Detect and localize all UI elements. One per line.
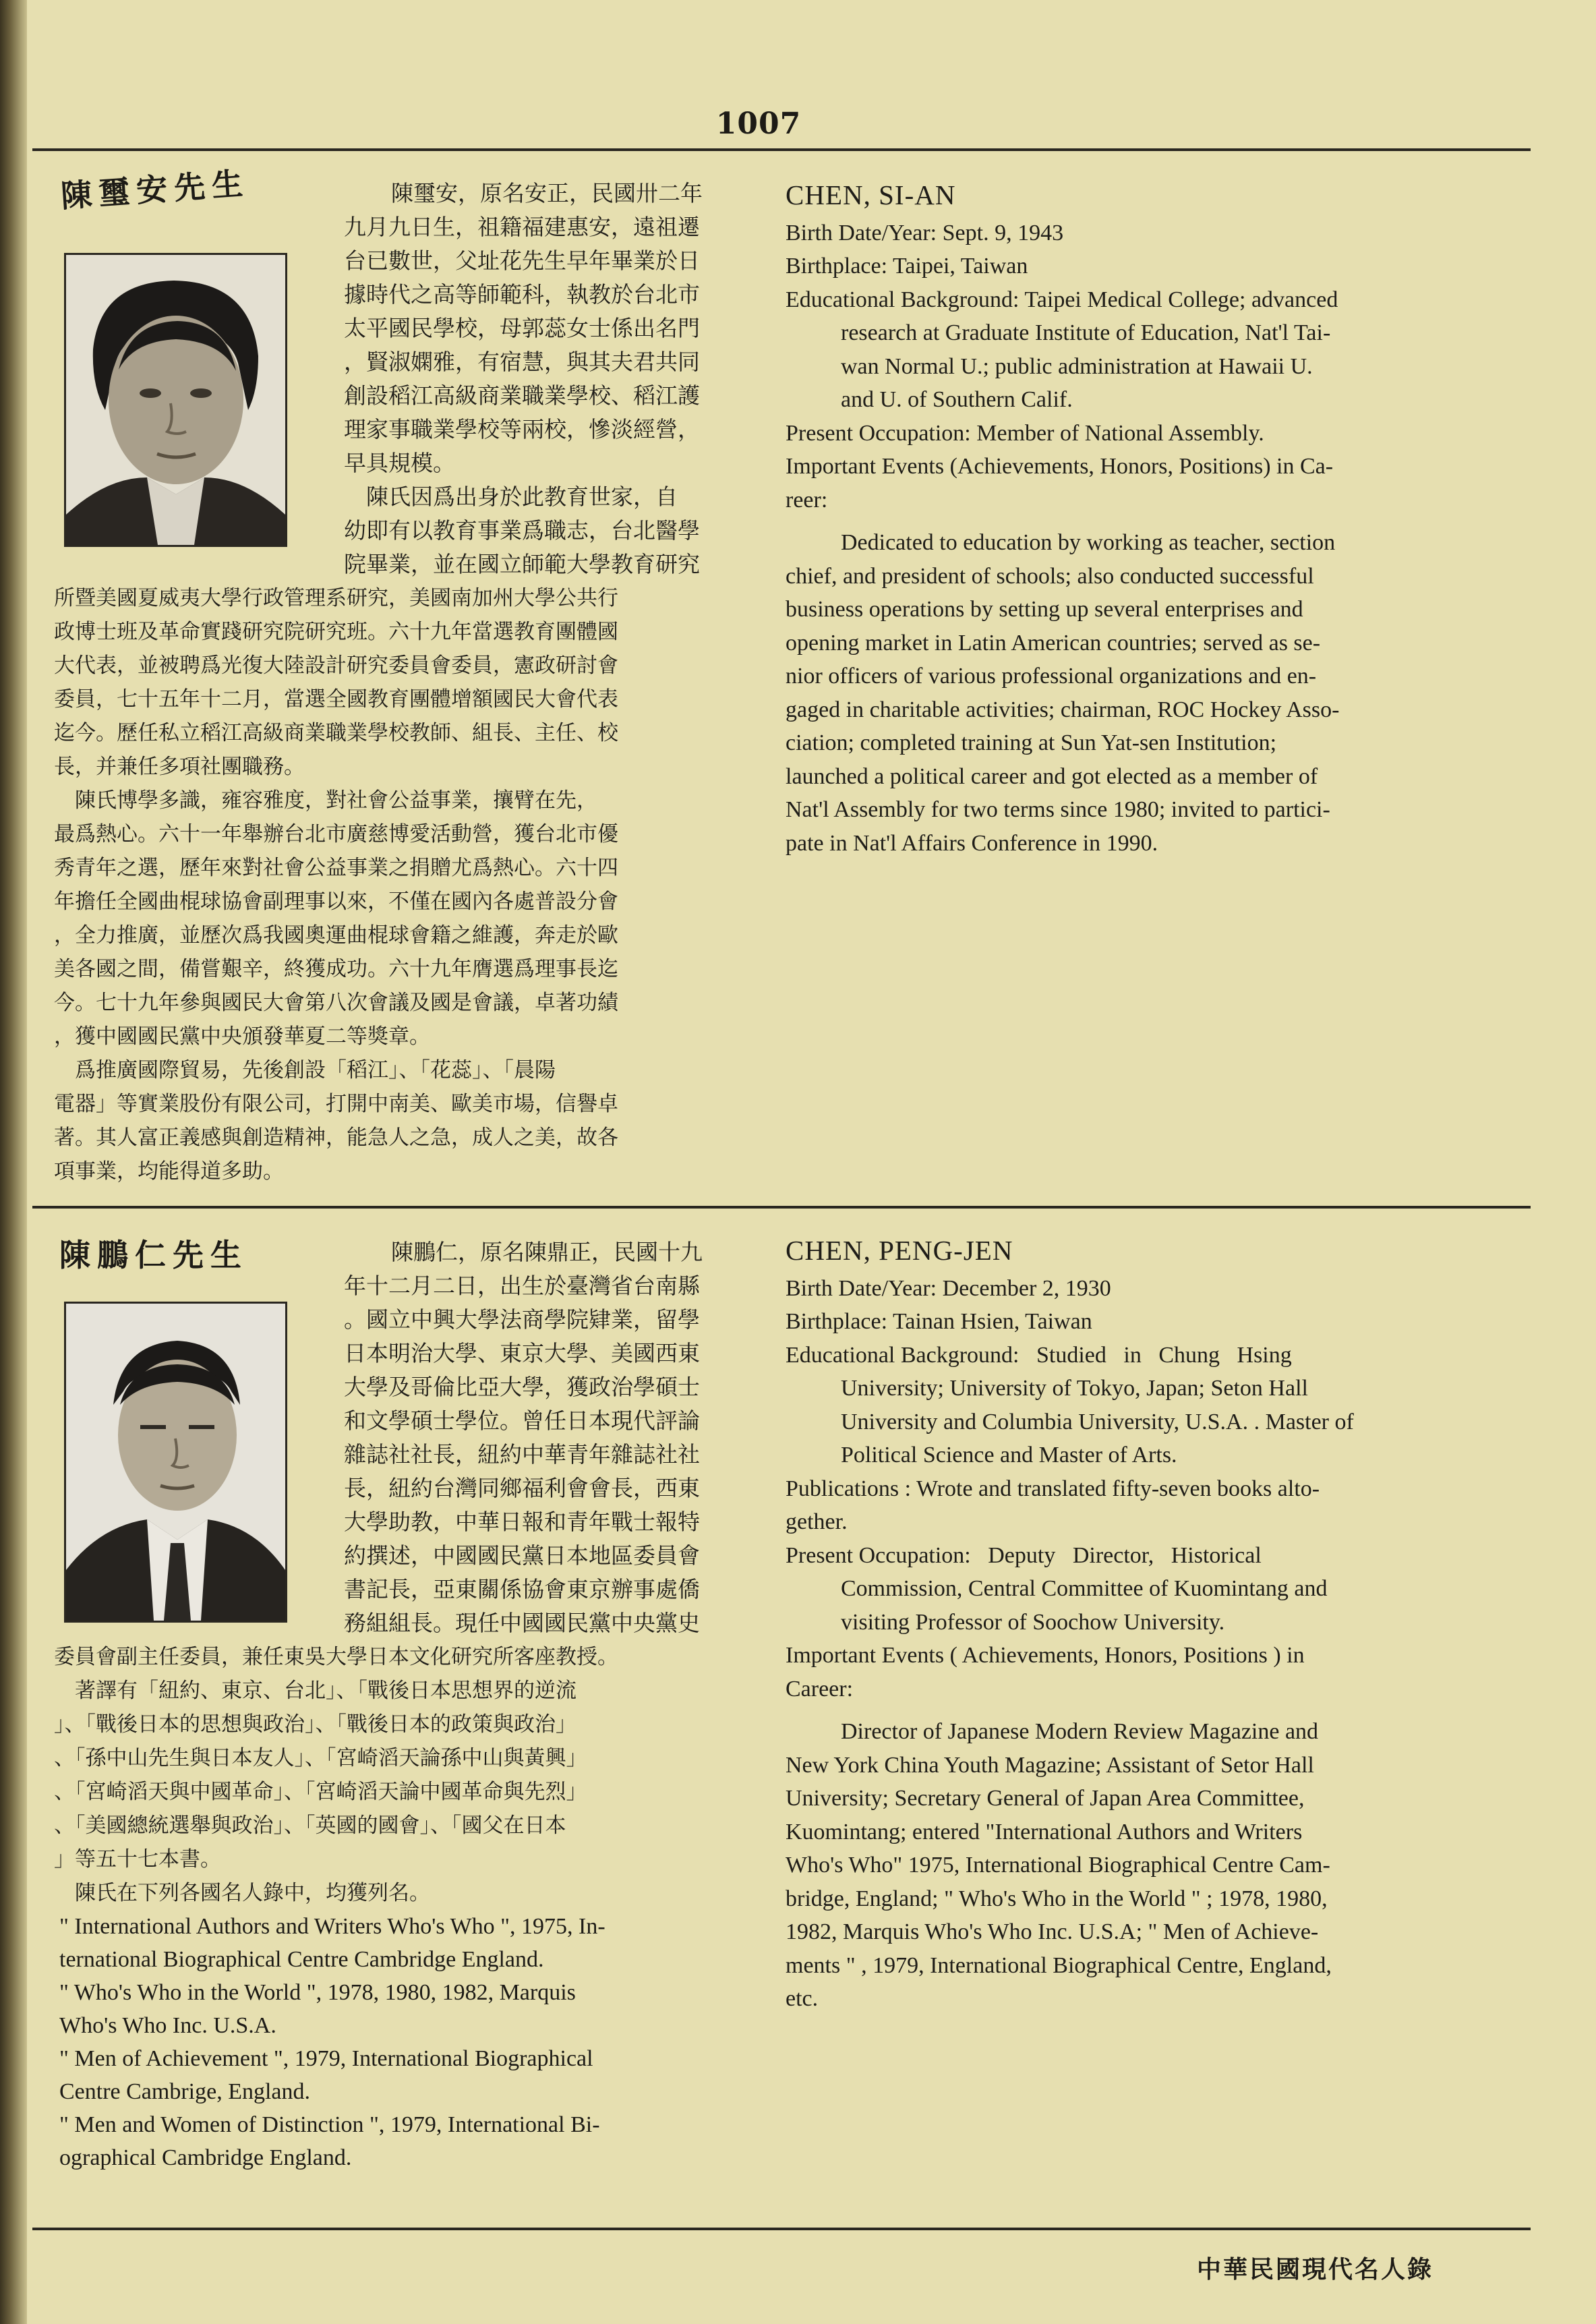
bio-line: Birthplace: Taipei, Taiwan (786, 254, 1028, 279)
bio-line: 年擔任全國曲棍球協會副理事以來，不僅在國內各處普設分會 (54, 890, 618, 914)
bio-line: 」等五十七本書。 (54, 1847, 221, 1871)
bio-line: Important Events (Achievements, Honors, Positions) in Ca- (786, 454, 1334, 479)
bio-line: 理家事職業學校等兩校，慘淡經營， (344, 416, 700, 442)
entry-1-english-bio (786, 179, 1473, 860)
entry-2-english-bio (786, 1234, 1473, 2016)
entry-2-chinese-bio (54, 1236, 732, 1910)
footer-rule (32, 2228, 1531, 2230)
bio-line: 書記長，亞東關係協會東京辦事處僑 (344, 1576, 700, 1602)
bio-line: 迄今。歷任私立稻江高級商業職業學校教師、組長、主任、校 (54, 721, 618, 745)
bio-line: Birth Date/Year: December 2, 1930 (786, 1275, 1111, 1301)
bio-line: 陳氏在下列各國名人錄中，均獲列名。 (54, 1881, 430, 1905)
bio-line: ，獲中國國民黨中央頒發華夏二等獎章。 (54, 1024, 430, 1049)
bio-line: 、「孫中山先生與日本友人」、「宮崎滔天論孫中山與黃興」 (54, 1746, 587, 1770)
bio-line: 所暨美國夏威夷大學行政管理系研究，美國南加州大學公共行 (54, 586, 618, 610)
bio-line: 、「美國總統選舉與政治」、「英國的國會」、「國父在日本 (54, 1813, 566, 1838)
bio-line: 陳鵬仁，原名陳鼎正，民國十九 (391, 1239, 703, 1265)
bio-line: pate in Nat'l Affairs Conference in 1990. (786, 830, 1158, 856)
bio-line: 。國立中興大學法商學院肄業，留學 (344, 1306, 700, 1333)
entry-2-chinese-name: 陳鵬仁先生 (59, 1237, 248, 1273)
bio-line: 大學助教，中華日報和青年戰士報特 (344, 1509, 700, 1535)
bio-line: 陳氏因爲出身於此教育世家，自 (344, 484, 678, 510)
bio-line: 早具規模。 (344, 450, 455, 476)
bio-line: Kuomintang; entered "International Authors and Writers (786, 1819, 1303, 1844)
listing-line: " Who's Who in the World ", 1978, 1980, 1982, Marquis (59, 1980, 576, 2005)
bio-line: reer: (786, 487, 828, 513)
listing-line: Who's Who Inc. U.S.A. (59, 2013, 276, 2038)
bio-line: 陳璽安，原名安正，民國卅二年 (391, 180, 703, 206)
listing-line: ographical Cambridge England. (59, 2145, 352, 2170)
bio-line: 雜誌社社長，紐約中華青年雜誌社社 (344, 1441, 700, 1468)
bio-line: 幼即有以教育事業爲職志，台北醫學 (344, 517, 700, 544)
bio-line: 據時代之高等師範科，執教於台北市 (344, 281, 700, 308)
bio-line: gether. (786, 1509, 848, 1534)
bio-line: 美各國之間，備嘗艱辛，終獲成功。六十九年膺選爲理事長迄 (54, 957, 618, 981)
bio-line: 院畢業，並在國立師範大學教育研究 (344, 551, 700, 577)
bio-line: bridge, England; " Who's Who in the World " ; 1978, 1980, (786, 1886, 1328, 1911)
bio-line: Important Events ( Achievements, Honors, Positions ) in (786, 1643, 1305, 1668)
bio-line: 項事業，均能得道多助。 (54, 1159, 284, 1184)
bio-line: chief, and president of schools; also conducted successful (786, 563, 1314, 589)
bio-line: opening market in Latin American countries; served as se- (786, 630, 1321, 656)
bio-line: 和文學碩士學位。曾任日本現代評論 (344, 1407, 700, 1434)
bio-line: Dedicated to education by working as teacher, section (841, 530, 1336, 555)
bio-line: 、「宮崎滔天與中國革命」、「宮崎滔天論中國革命與先烈」 (54, 1780, 587, 1804)
book-title-footer: 中華民國現代名人錄 (1197, 2256, 1434, 2284)
bio-line: 委員，七十五年十二月，當選全國教育團體增額國民大會代表 (54, 687, 618, 711)
bio-line: Publications : Wrote and translated fifty-seven books alto- (786, 1476, 1320, 1501)
bio-line: Birth Date/Year: Sept. 9, 1943 (786, 220, 1064, 245)
bio-line: 長，并兼任多項社團職務。 (54, 755, 305, 779)
bio-line: Birthplace: Tainan Hsien, Taiwan (786, 1309, 1092, 1334)
bio-line: 今。七十九年參與國民大會第八次會議及國是會議，卓著功績 (54, 991, 618, 1015)
bio-line: Educational Background: Studied in Chung Hsing (786, 1342, 1292, 1368)
listing-line: " International Authors and Writers Who's Who ", 1975, In- (59, 1914, 605, 1939)
bio-line: gaged in charitable activities; chairman, ROC Hockey Asso- (786, 697, 1340, 722)
bio-line: 秀青年之選，歷年來對社會公益事業之捐贈尤爲熱心。六十四 (54, 856, 618, 880)
entry-divider-rule (32, 1206, 1531, 1209)
entry-1-chinese-bio (54, 177, 732, 1188)
bio-line: Political Science and Master of Arts. (841, 1443, 1177, 1468)
entry-2-directory-listings (59, 1910, 723, 2174)
bio-line: 大學及哥倫比亞大學，獲政治學碩士 (344, 1374, 700, 1400)
bio-line: 」、「戰後日本的思想與政治」、「戰後日本的政策與政治」 (54, 1712, 577, 1737)
bio-line: visiting Professor of Soochow University. (841, 1609, 1225, 1635)
bio-line: University and Columbia University, U.S.A. . Master of (841, 1409, 1354, 1434)
bio-line: 1982, Marquis Who's Who Inc. U.S.A; " Men of Achieve- (786, 1919, 1319, 1944)
bio-line: 台已數世，父址花先生早年畢業於日 (344, 248, 700, 274)
bio-line: 委員會副主任委員，兼任東吳大學日本文化研究所客座教授。 (54, 1645, 618, 1669)
bio-line: Who's Who" 1975, International Biographical Centre Cam- (786, 1853, 1330, 1878)
bio-line: 務組組長。現任中國國民黨中央黨史 (344, 1610, 700, 1636)
bio-line: etc. (786, 1986, 819, 2011)
bio-line: New York China Youth Magazine; Assistant of Setor Hall (786, 1752, 1314, 1778)
bio-line: ciation; completed training at Sun Yat-sen Institution; (786, 730, 1277, 755)
listing-line: Centre Cambrige, England. (59, 2079, 311, 2104)
bio-line: ，賢淑嫻雅，有宿慧，與其夫君共同 (344, 349, 700, 375)
bio-line: 著。其人富正義感與創造精神，能急人之急，成人之美，故各 (54, 1126, 618, 1150)
listing-line: ternational Biographical Centre Cambridge England. (59, 1947, 544, 1972)
bio-line: research at Graduate Institute of Education, Nat'l Tai- (841, 320, 1331, 345)
bio-line: University; University of Tokyo, Japan; Seton Hall (841, 1376, 1308, 1401)
bio-line: 政博士班及革命實踐研究院研究班。六十九年當選教育團體國 (54, 620, 618, 644)
bio-line: ，全力推廣，並歷次爲我國奧運曲棍球會籍之維護，奔走於歐 (54, 923, 618, 948)
bio-line: launched a political career and got elected as a member of (786, 763, 1318, 789)
bio-line: business operations by setting up several enterprises and (786, 597, 1303, 622)
bio-line: and U. of Southern Calif. (841, 387, 1073, 412)
bio-line: 九月九日生，祖籍福建惠安，遠祖遷 (344, 214, 700, 240)
bio-line: Nat'l Assembly for two terms since 1980; invited to partici- (786, 797, 1330, 822)
bio-line: University; Secretary General of Japan Area Committee, (786, 1786, 1305, 1811)
bio-line: Director of Japanese Modern Review Magazine and (841, 1719, 1319, 1744)
bio-line: 年十二月二日，出生於臺灣省台南縣 (344, 1273, 700, 1299)
bio-line: 長，紐約台灣同鄉福利會會長，西東 (344, 1475, 700, 1501)
page-number: 1007 (715, 107, 802, 141)
bio-line: ments " , 1979, International Biographical Centre, England, (786, 1952, 1332, 1978)
header-rule (32, 148, 1531, 151)
bio-line: 日本明治大學、東京大學、美國西東 (344, 1340, 700, 1366)
bio-line: 電器」等實業股份有限公司，打開中南美、歐美市場，信譽卓 (54, 1092, 618, 1116)
listing-line: " Men of Achievement ", 1979, International Biographical (59, 2046, 593, 2071)
listing-line: " Men and Women of Distinction ", 1979, International Bi- (59, 2112, 600, 2137)
bio-line: 著譯有「紐約、東京、台北」、「戰後日本思想界的逆流 (54, 1679, 577, 1703)
bio-line: Present Occupation: Deputy Director, Historical (786, 1542, 1262, 1568)
bio-line: 爲推廣國際貿易，先後創設「稻江」、「花蕊」、「晨陽 (54, 1058, 556, 1082)
bio-line: 陳氏博學多識，雍容雅度，對社會公益事業，攘臂在先， (54, 788, 597, 813)
entry-2-english-name: CHEN, PENG-JEN (786, 1235, 1013, 1266)
bio-line: 最爲熱心。六十一年舉辦台北市廣慈博愛活動營，獲台北市優 (54, 822, 618, 846)
entry-1-chinese-name: 陳璽安先生 (59, 165, 251, 214)
bio-line: Commission, Central Committee of Kuomintang and (841, 1576, 1328, 1601)
bio-line: Educational Background: Taipei Medical College; advanced (786, 287, 1338, 312)
bio-line: 太平國民學校，母郭蕊女士係出名門 (344, 315, 700, 341)
entry-1-english-name: CHEN, SI-AN (786, 179, 956, 210)
bio-line: wan Normal U.; public administration at Hawaii U. (841, 353, 1313, 379)
bio-line: 大代表，並被聘爲光復大陸設計研究委員會委員，憲政研討會 (54, 653, 618, 678)
page-binding-edge (0, 0, 27, 2324)
bio-line: 約撰述，中國國民黨日本地區委員會 (344, 1542, 700, 1569)
bio-line: Career: (786, 1676, 854, 1702)
bio-line: nior officers of various professional organizations and en- (786, 664, 1317, 689)
bio-line: 創設稻江高級商業職業學校、稻江護 (344, 382, 700, 409)
bio-line: Present Occupation: Member of National Assembly. (786, 420, 1264, 446)
